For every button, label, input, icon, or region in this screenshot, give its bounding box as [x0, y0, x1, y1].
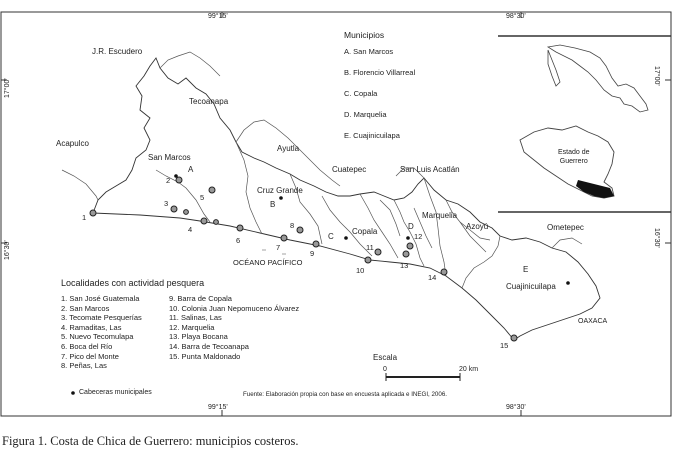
figure-caption: Figura 1. Costa de Chica de Guerrero: municipios costeros.	[2, 434, 299, 448]
place-azoyu: Azoyú	[466, 222, 489, 231]
coord-right-bottom: 16°30'	[653, 228, 660, 248]
locality-1	[90, 210, 96, 216]
place-jr-escudero: J.R. Escudero	[92, 47, 143, 56]
locality-12	[407, 243, 413, 249]
point-number: 12	[414, 232, 423, 241]
point-number: 11	[366, 243, 374, 252]
place-san-marcos: San Marcos	[148, 153, 191, 162]
locality-7	[281, 235, 287, 241]
localidad-item: 1. San José Guatemala	[61, 294, 140, 303]
localidades-legend	[61, 278, 300, 371]
place-cuatepec: Cuatepec	[332, 165, 367, 174]
point-number: 2	[166, 176, 171, 185]
fishing-localities	[90, 177, 517, 341]
muni-letter-a: A	[188, 165, 194, 174]
locality-13	[403, 251, 409, 257]
locality-4	[201, 218, 207, 224]
localidad-item: 3. Tecomate Pesquerías	[61, 313, 142, 323]
locality-2	[176, 177, 182, 183]
localidad-item: 10. Colonia Juan Nepomuceno Álvarez	[169, 303, 300, 313]
scale-bar	[386, 373, 460, 381]
source-note: Fuente: Elaboración propia con base en encuesta aplicada e INEGI, 2006.	[243, 391, 447, 398]
coord-bottom-right: 98°30'	[506, 404, 526, 411]
coord-bottom-left: 99°15'	[208, 404, 228, 411]
coord-top-left: 99°15'	[208, 13, 228, 20]
scale-title: Escala	[373, 353, 398, 362]
localidad-item: 9. Barra de Copala	[169, 294, 232, 303]
place-tecoanapa: Tecoanapa	[189, 97, 229, 106]
seat-copala	[344, 236, 348, 240]
municipios-legend	[344, 30, 415, 140]
ocean-marks	[262, 250, 286, 254]
locality-3b	[184, 210, 189, 215]
point-number: 15	[500, 341, 509, 350]
seat-cruz-grande	[279, 196, 283, 200]
seat-san-marcos	[174, 174, 178, 178]
locality-14	[441, 269, 447, 275]
locality-8	[297, 227, 303, 233]
point-number: 10	[356, 266, 365, 275]
place-copala: Copala	[352, 227, 378, 236]
place-cuajinicuilapa: Cuajinicuilapa	[506, 282, 556, 291]
cabeceras-label: Cabeceras municipales	[79, 389, 152, 396]
legend-seat-dot	[71, 391, 75, 395]
municipio-item: B. Florencio Villarreal	[344, 68, 416, 77]
point-number: 14	[428, 273, 437, 282]
localidad-item: 15. Punta Maldonado	[169, 351, 241, 361]
localidad-item: 2. San Marcos	[61, 303, 110, 313]
coord-right-top: 17°00'	[653, 66, 660, 86]
localidades-title: Localidades con actividad pesquera	[61, 278, 205, 288]
municipios-title: Municipios	[344, 30, 385, 40]
localidad-item: 7. Pico del Monte	[61, 351, 119, 361]
point-number: 4	[188, 225, 193, 234]
localidad-item: 14. Barra de Tecoanapa	[169, 341, 249, 351]
inset-mexico-outline	[548, 45, 648, 112]
localidades-col1	[61, 294, 142, 371]
point-number: 5	[200, 193, 205, 202]
scale-end: 20 km	[459, 366, 479, 373]
locality-10	[365, 257, 371, 263]
point-number: 8	[290, 221, 295, 230]
localidad-item: 8. Peñas, Las	[61, 361, 107, 371]
municipio-item: E. Cuajinicuilapa	[344, 131, 400, 140]
point-number: 1	[82, 213, 87, 222]
locality-9	[313, 241, 319, 247]
localidades-col2	[169, 294, 299, 361]
coord-left-top: 17°00'	[4, 78, 11, 98]
locality-3	[171, 206, 177, 212]
muni-letter-d: D	[408, 222, 414, 231]
muni-letter-e: E	[523, 265, 529, 274]
point-number: 9	[310, 249, 315, 258]
locality-11	[375, 249, 381, 255]
municipio-item: A. San Marcos	[344, 47, 394, 56]
point-number: 7	[276, 243, 281, 252]
place-marquelia: Marquelia	[422, 211, 458, 220]
locality-4b	[214, 220, 219, 225]
place-ometepec: Ometepec	[547, 223, 584, 232]
point-number: 6	[236, 236, 241, 245]
place-acapulco: Acapulco	[56, 139, 89, 148]
localidad-item: 12. Marquelia	[169, 322, 215, 332]
point-number: 13	[400, 261, 409, 270]
localidad-item: 6. Boca del Río	[61, 341, 113, 351]
localidad-item: 11. Salinas, Las	[169, 313, 222, 323]
scale-start: 0	[383, 366, 387, 373]
place-oceano-pacifico: OCÉANO PACÍFICO	[233, 258, 303, 267]
seat-marquelia	[406, 236, 410, 240]
place-cruz-grande: Cruz Grande	[257, 186, 303, 195]
coord-top-right: 98°30'	[506, 13, 526, 20]
place-oaxaca: OAXACA	[578, 318, 608, 325]
place-san-luis: San Luis Acatlán	[400, 165, 460, 174]
point-number: 3	[164, 199, 169, 208]
municipio-item: C. Copala	[344, 89, 378, 98]
place-ayutla: Ayutla	[277, 144, 300, 153]
muni-letter-c: C	[328, 232, 334, 241]
locality-6	[237, 225, 243, 231]
locality-5	[209, 187, 215, 193]
inset-state-label: Estado de Guerrero	[558, 149, 590, 165]
localidad-item: 5. Nuevo Tecomulapa	[61, 332, 134, 342]
localidad-item: 4. Ramaditas, Las	[61, 322, 122, 332]
coastline	[93, 213, 514, 340]
municipio-item: D. Marquelia	[344, 110, 387, 119]
locality-15	[511, 335, 517, 341]
seat-cuajinicuilapa	[566, 281, 570, 285]
localidad-item: 13. Playa Bocana	[169, 332, 228, 342]
muni-letter-b: B	[270, 200, 276, 209]
coord-left-bottom: 16°30'	[4, 240, 11, 260]
